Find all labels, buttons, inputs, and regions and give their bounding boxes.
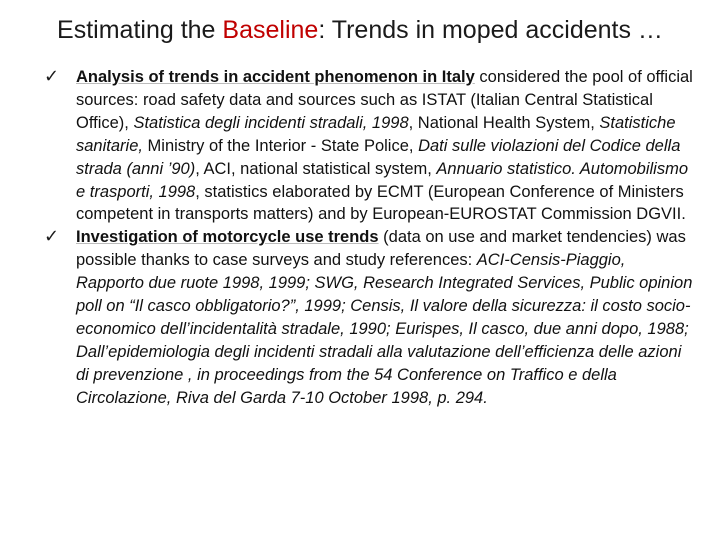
- bullet-item: [44, 66, 694, 226]
- bullet-text-segment: (data on use and market tendencies) was possible thanks to case surveys and study references:: [76, 228, 686, 270]
- bullet-item: [44, 226, 694, 409]
- bullet-text-segment: Investigation of motorcycle use trends: [76, 228, 379, 247]
- bullet-text-segment: considered the pool of official sources: road safety data and sources such as ISTAT (Italian Central Statistical Office),: [76, 68, 693, 132]
- check-icon: ✓: [44, 226, 60, 248]
- bullet-text-segment: , National Health System,: [408, 113, 600, 132]
- bullet-text-segment: Ministry of the Interior - State Police,: [142, 136, 419, 155]
- bullet-text-segment: Annuario statistico. Automobilismo e trasporti, 1998: [76, 159, 689, 201]
- check-icon: ✓: [44, 66, 60, 87]
- bullet-text-segment: Statistica degli incidenti stradali, 1998: [133, 113, 409, 132]
- title-prefix: Estimating the: [57, 16, 223, 44]
- bullet-text-segment: Dati sulle violazioni del Codice della strada (anni ’90): [76, 136, 681, 178]
- bullet-text-segment: , ACI, national statistical system,: [195, 159, 437, 178]
- bullet-text-segment: Statistiche sanitarie,: [76, 113, 676, 155]
- bullet-text-segment: ACI-Censis-Piaggio, Rapporto due ruote 1998, 1999; SWG, Research Integrated Services, Public opinion poll on “Il casco obbligatorio?”, 1999; Censis, Il valore della sicurezza: il costo socio-economico dell’incidentalità stradale, 1990; Eurispes, Il casco, due anni dopo, 1988; Dall’epidemiologia degli incidenti stradali alla valutazione dell’efficienza delle azioni di prevenzione , in proceedings from the 54 Conference on Traffico e della Circolazione, Riva del Garda 7-10 October 1998, p. 294.: [76, 251, 693, 407]
- bullet-list: [44, 66, 694, 410]
- bullet-text-segment: , statistics elaborated by ECMT (European Conference of Ministers competent in transports matters) and by European-EUROSTAT Commission DGVII.: [76, 182, 686, 224]
- title-highlight: Baseline: [222, 16, 319, 44]
- slide-title: [0, 16, 720, 45]
- title-suffix: : Trends in moped accidents …: [318, 16, 663, 44]
- bullet-text-segment: Analysis of trends in accident phenomenon in Italy: [76, 68, 475, 86]
